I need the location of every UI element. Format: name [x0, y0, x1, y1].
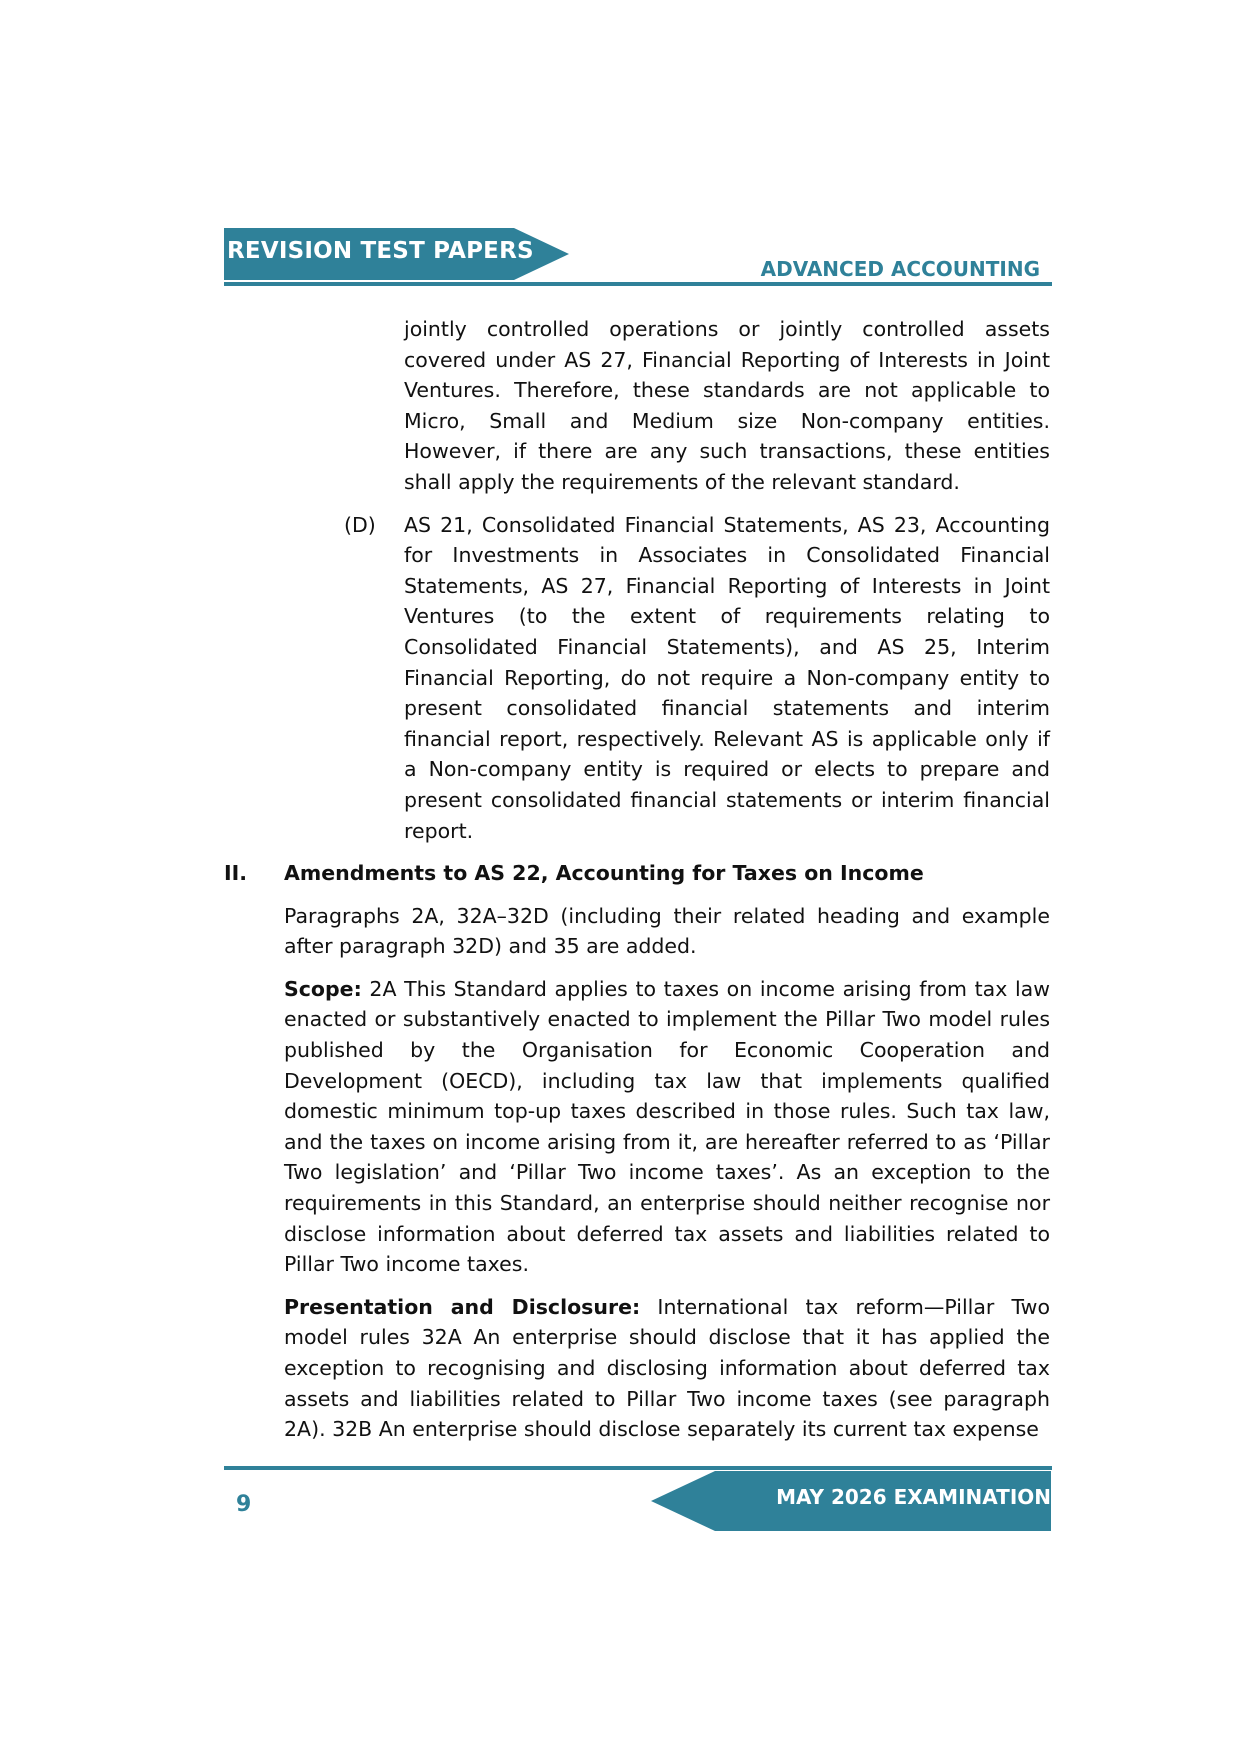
continuation-paragraph: jointly controlled operations or jointly controlled assets covered under AS 27, Financial Reporting of Interests in Joint Ventures. Therefore, these standards are not applicable to Micro, Small and Medium size Non-company entities. However, if there are any such transactions, these entities shall apply the requirements of the relevant standard.: [404, 317, 1050, 494]
header-subject: ADVANCED ACCOUNTING: [760, 257, 1040, 281]
footer-divider: [224, 1466, 1052, 1470]
section-heading: [224, 858, 1050, 889]
page-content: [224, 314, 1050, 1445]
list-item-label: (D): [344, 512, 376, 537]
header-banner-title: REVISION TEST PAPERS: [227, 238, 534, 264]
list-item-text: AS 21, Consolidated Financial Statements, AS 23, Accounting for Investments in Associates in Consolidated Financial Statements, AS 27, Financial Reporting of Interests in Joint Ventures (to the extent of requirements relating to Consolidated Financial Statements), and AS 25, Interim Financial Reporting, do not require a Non-company entity to present consolidated financial statements and interim financial report, respectively. Relevant AS is applicable only if a Non-company entity is required or elects to prepare and present consolidated financial statements or interim financial report.: [404, 512, 1050, 843]
header-divider: [224, 282, 1052, 286]
list-item-d: [344, 510, 1050, 847]
page-number: 9: [236, 1492, 252, 1517]
section-intro: Paragraphs 2A, 32A–32D (including their related heading and example after paragraph 32D) and 35 are added.: [284, 903, 1050, 959]
scope-label: Scope:: [284, 976, 362, 1001]
presentation-text: International tax reform—Pillar Two model rules 32A An enterprise should disclose that it has applied the exception to recognising and disclosing information about deferred tax assets and liabilities related to Pillar Two income taxes (see paragraph 2A). 32B An enterprise should disclose separately its current tax expense: [284, 1294, 1050, 1442]
scope-paragraph: [284, 974, 1050, 1280]
presentation-paragraph: [284, 1292, 1050, 1445]
section-number: II.: [224, 861, 248, 886]
presentation-label: Presentation and Disclosure:: [284, 1294, 641, 1319]
section-title: Amendments to AS 22, Accounting for Taxes on Income: [284, 861, 924, 886]
footer-exam-label: MAY 2026 EXAMINATION: [776, 1485, 1051, 1509]
scope-text: 2A This Standard applies to taxes on income arising from tax law enacted or substantively enacted to implement the Pillar Two model rules published by the Organisation for Economic Cooperation and Development (OECD), including tax law that implements qualified domestic minimum top-up taxes described in those rules. Such tax law, and the taxes on income arising from it, are hereafter referred to as ‘Pillar Two legislation’ and ‘Pillar Two income taxes’. As an exception to the requirements in this Standard, an enterprise should neither recognise nor disclose information about deferred tax assets and liabilities related to Pillar Two income taxes.: [284, 976, 1050, 1277]
